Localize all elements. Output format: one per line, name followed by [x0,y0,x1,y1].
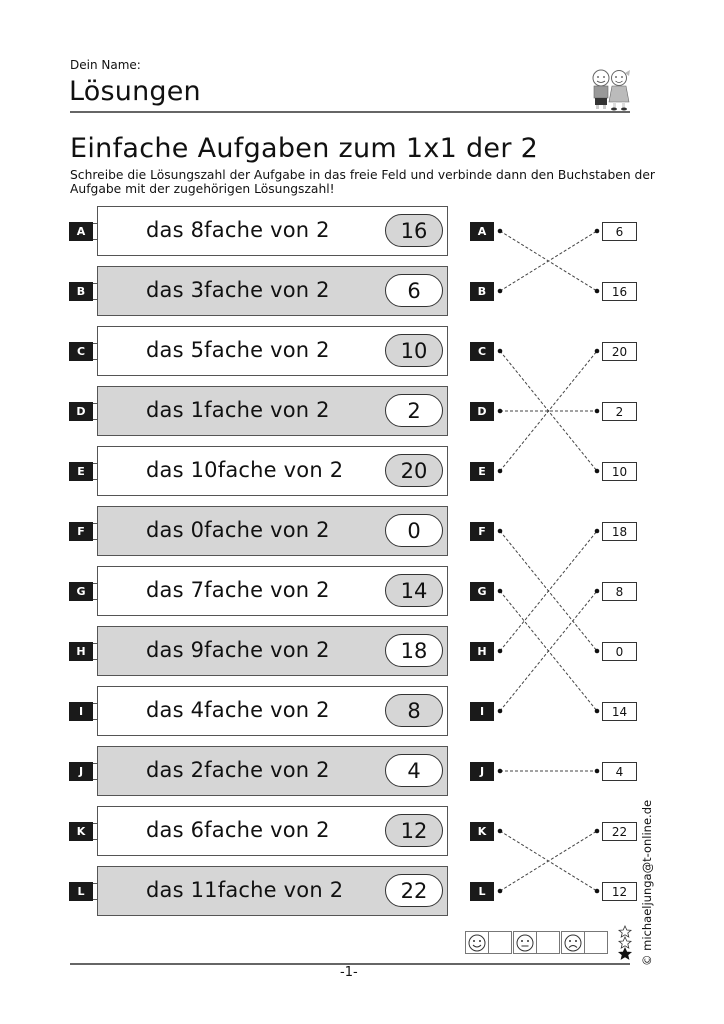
page-number: -1- [340,965,358,980]
number-dot[interactable] [595,289,600,294]
task-text: das 11fache von 2 [146,878,344,902]
number-dot[interactable] [595,589,600,594]
star-outline-icon [619,926,631,937]
letter-dot[interactable] [498,769,503,774]
match-letter-label: J [470,762,494,781]
name-label: Dein Name: [70,58,141,72]
task-text: das 3fache von 2 [146,278,330,302]
answer-field[interactable]: 0 [385,514,443,547]
match-number-box: 0 [602,642,637,661]
rating-checkbox[interactable] [489,932,511,953]
letter-dot[interactable] [498,469,503,474]
match-number-box: 14 [602,702,637,721]
number-dot[interactable] [595,529,600,534]
rating-neutral[interactable] [513,931,560,954]
match-number-box: 10 [602,462,637,481]
match-number-box: 12 [602,882,637,901]
match-number-box: 16 [602,282,637,301]
number-dot[interactable] [595,649,600,654]
star-rating [617,925,633,961]
task-letter-label: D [69,402,93,421]
letter-dot[interactable] [498,889,503,894]
task-text: das 10fache von 2 [146,458,344,482]
answer-field[interactable]: 12 [385,814,443,847]
answer-field[interactable]: 10 [385,334,443,367]
match-letter-label: L [470,882,494,901]
number-dot[interactable] [595,709,600,714]
copyright-notice: © michaeljunga@t-online.de [640,799,654,966]
task-text: das 7fache von 2 [146,578,330,602]
number-dot[interactable] [595,769,600,774]
number-dot[interactable] [595,349,600,354]
match-letter-label: G [470,582,494,601]
task-letter-label: F [69,522,93,541]
task-text: das 2fache von 2 [146,758,330,782]
task-letter-label: I [69,702,93,721]
star-filled-icon [619,948,631,959]
task-letter-label: H [69,642,93,661]
rating-checkbox[interactable] [585,932,607,953]
match-number-box: 22 [602,822,637,841]
answer-field[interactable]: 16 [385,214,443,247]
letter-dot[interactable] [498,589,503,594]
star-outline-icon [619,937,631,948]
task-letter-label: L [69,882,93,901]
match-number-box: 2 [602,402,637,421]
match-number-box: 4 [602,762,637,781]
letter-dot[interactable] [498,649,503,654]
rating-smile[interactable] [465,931,512,954]
answer-field[interactable]: 14 [385,574,443,607]
answer-field[interactable]: 22 [385,874,443,907]
task-text: das 0fache von 2 [146,518,330,542]
number-dot[interactable] [595,229,600,234]
worksheet-heading: Einfache Aufgaben zum 1x1 der 2 [70,133,539,164]
sad-face-icon [562,932,585,953]
task-text: das 5fache von 2 [146,338,330,362]
number-dot[interactable] [595,829,600,834]
number-dot[interactable] [595,409,600,414]
rating-checkbox[interactable] [537,932,559,953]
letter-dot[interactable] [498,829,503,834]
page-title: Lösungen [69,76,201,107]
answer-field[interactable]: 2 [385,394,443,427]
neutral-face-icon [514,932,537,953]
task-text: das 8fache von 2 [146,218,330,242]
match-letter-label: B [470,282,494,301]
match-number-box: 6 [602,222,637,241]
task-letter-label: B [69,282,93,301]
letter-dot[interactable] [498,409,503,414]
task-letter-label: G [69,582,93,601]
answer-field[interactable]: 6 [385,274,443,307]
answer-field[interactable]: 4 [385,754,443,787]
task-text: das 4fache von 2 [146,698,330,722]
task-letter-label: K [69,822,93,841]
task-letter-label: E [69,462,93,481]
match-letter-label: D [470,402,494,421]
answer-field[interactable]: 18 [385,634,443,667]
letter-dot[interactable] [498,289,503,294]
answer-field[interactable]: 8 [385,694,443,727]
answer-field[interactable]: 20 [385,454,443,487]
letter-dot[interactable] [498,709,503,714]
match-letter-label: K [470,822,494,841]
number-dot[interactable] [595,469,600,474]
letter-dot[interactable] [498,529,503,534]
task-text: das 9fache von 2 [146,638,330,662]
number-dot[interactable] [595,889,600,894]
task-letter-label: J [69,762,93,781]
match-number-box: 8 [602,582,637,601]
match-letter-label: E [470,462,494,481]
letter-dot[interactable] [498,349,503,354]
match-letter-label: A [470,222,494,241]
match-letter-label: F [470,522,494,541]
task-text: das 1fache von 2 [146,398,330,422]
smile-face-icon [466,932,489,953]
match-letter-label: I [470,702,494,721]
instructions: Schreibe die Lösungszahl der Aufgabe in das freie Feld und verbinde dann den Buchstaben der Aufgabe mit der zugehörigen Lösungszahl! [70,168,655,196]
rating-sad[interactable] [561,931,608,954]
letter-dot[interactable] [498,229,503,234]
task-letter-label: A [69,222,93,241]
task-text: das 6fache von 2 [146,818,330,842]
match-letter-label: H [470,642,494,661]
task-letter-label: C [69,342,93,361]
match-number-box: 18 [602,522,637,541]
match-number-box: 20 [602,342,637,361]
match-letter-label: C [470,342,494,361]
